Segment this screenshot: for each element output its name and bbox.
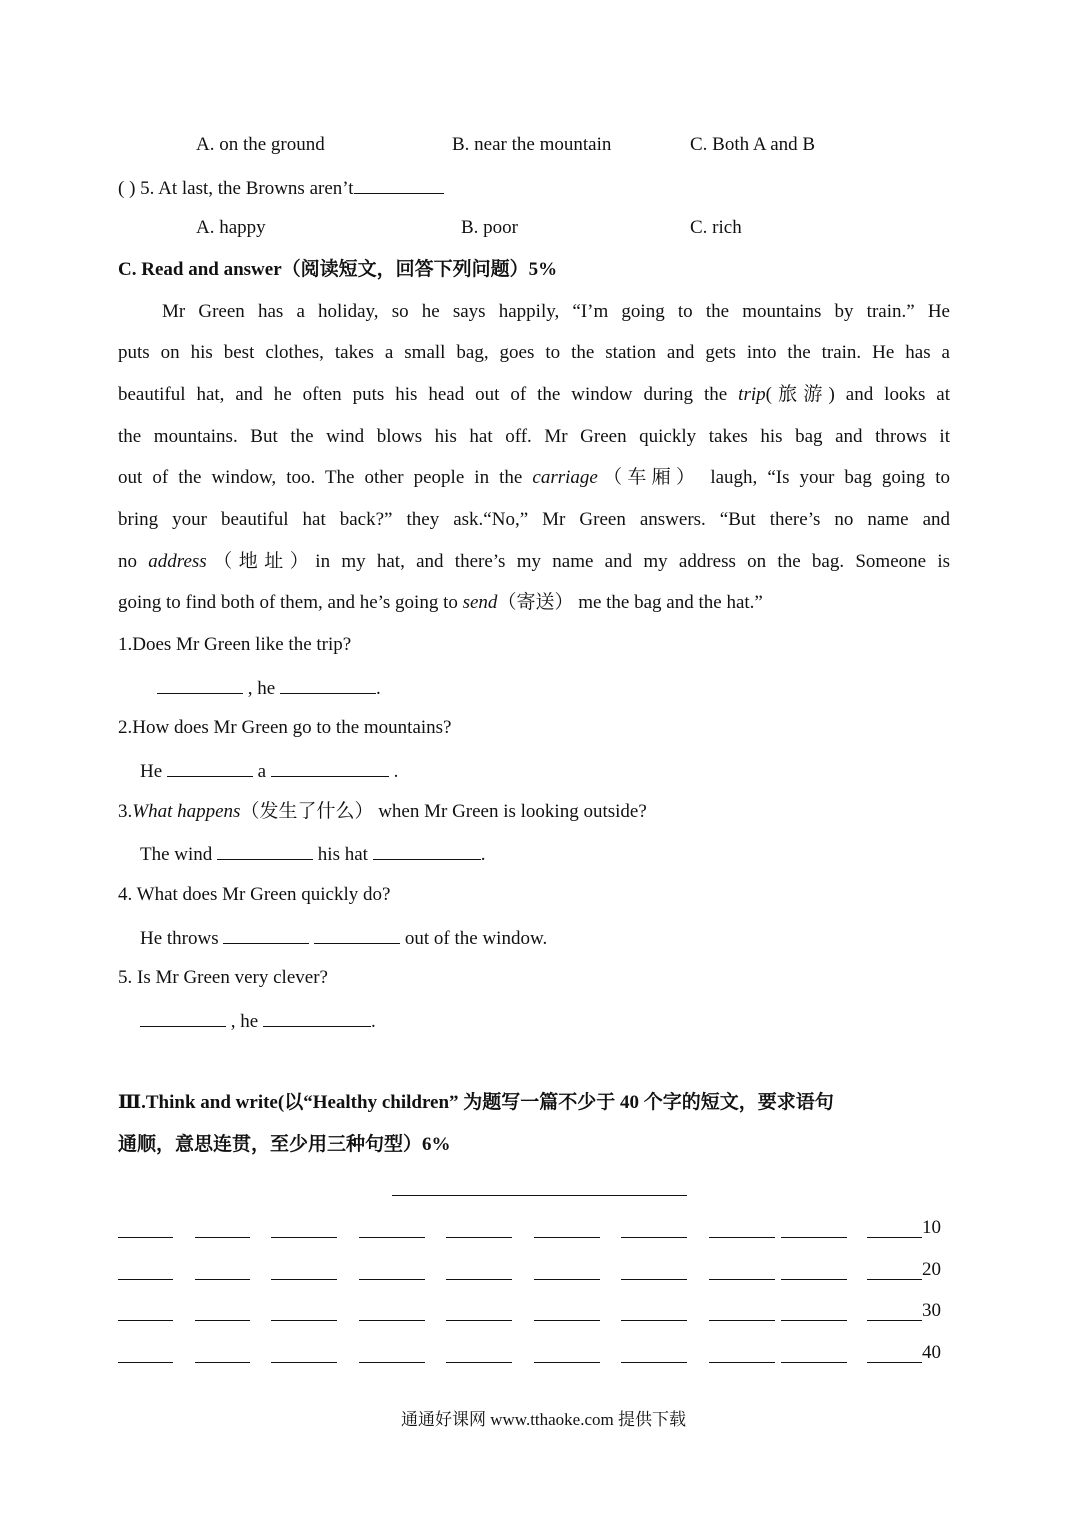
- writing-blank[interactable]: [446, 1320, 512, 1321]
- writing-blank[interactable]: [781, 1237, 847, 1238]
- writing-blank[interactable]: [118, 1279, 173, 1280]
- passage-line: bring your beautiful hat back?” they ask.“No,” Mr Green answers. “But there’s no name and: [118, 509, 950, 530]
- q5-option-c: C. rich: [690, 217, 742, 238]
- writing-blank[interactable]: [621, 1237, 687, 1238]
- writing-blank[interactable]: [781, 1279, 847, 1280]
- row-number: 30: [922, 1300, 941, 1321]
- q5-text: ( ) 5. At last, the Browns aren’t: [118, 178, 354, 199]
- writing-blank[interactable]: [867, 1362, 922, 1363]
- answer-5: , he .: [140, 1008, 376, 1034]
- section-iii-title: Ⅲ.Think and write(以“Healthy children” 为题写一篇不少于 40 个字的短文，要求语句: [118, 1092, 834, 1113]
- answer-5-blank-a[interactable]: [140, 1008, 226, 1027]
- writing-blank[interactable]: [446, 1362, 512, 1363]
- answer-1-blank-a[interactable]: [157, 675, 243, 694]
- q5-option-a: A. happy: [196, 217, 266, 238]
- row-number: 40: [922, 1342, 941, 1363]
- writing-blank[interactable]: [709, 1362, 775, 1363]
- answer-3-blank-b[interactable]: [373, 841, 481, 860]
- q5-answer-blank[interactable]: [354, 175, 444, 194]
- question-5: 5. Is Mr Green very clever?: [118, 967, 328, 988]
- section-c-title: C. Read and answer（阅读短文，回答下列问题）5%: [118, 259, 558, 280]
- passage-line: the mountains. But the wind blows his hat off. Mr Green quickly takes his bag and throws it: [118, 426, 950, 447]
- answer-2-blank-a[interactable]: [167, 758, 253, 777]
- q4-option-b: B. near the mountain: [452, 134, 612, 155]
- writing-blank[interactable]: [271, 1237, 337, 1238]
- writing-blank[interactable]: [195, 1320, 250, 1321]
- writing-blank[interactable]: [118, 1237, 173, 1238]
- row-number: 20: [922, 1259, 941, 1280]
- writing-blank[interactable]: [118, 1320, 173, 1321]
- passage-line: out of the window, too. The other people in the carriage（车厢） laugh, “Is your bag going to: [118, 467, 950, 488]
- writing-blank[interactable]: [709, 1279, 775, 1280]
- passage-line: beautiful hat, and he often puts his head out of the window during the trip(旅游) and looks at: [118, 384, 951, 405]
- writing-blank[interactable]: [867, 1237, 922, 1238]
- writing-blank[interactable]: [195, 1279, 250, 1280]
- writing-blank[interactable]: [271, 1279, 337, 1280]
- question-2: 2.How does Mr Green go to the mountains?: [118, 717, 452, 738]
- writing-blank[interactable]: [534, 1237, 600, 1238]
- answer-1-blank-b[interactable]: [280, 675, 376, 694]
- writing-blank[interactable]: [195, 1362, 250, 1363]
- writing-blank[interactable]: [867, 1279, 922, 1280]
- question-1: 1.Does Mr Green like the trip?: [118, 634, 352, 655]
- writing-blank[interactable]: [709, 1320, 775, 1321]
- writing-blank[interactable]: [534, 1279, 600, 1280]
- writing-blank[interactable]: [271, 1320, 337, 1321]
- passage-line: going to find both of them, and he’s going to send（寄送） me the bag and the hat.”: [118, 592, 763, 613]
- q4-option-a: A. on the ground: [196, 134, 325, 155]
- writing-blank[interactable]: [359, 1320, 425, 1321]
- writing-blank[interactable]: [359, 1237, 425, 1238]
- answer-1: , he .: [157, 675, 381, 701]
- answer-5-blank-b[interactable]: [263, 1008, 371, 1027]
- question-4: 4. What does Mr Green quickly do?: [118, 884, 391, 905]
- q5-stem: [118, 175, 444, 201]
- writing-blank[interactable]: [359, 1279, 425, 1280]
- writing-blank[interactable]: [271, 1362, 337, 1363]
- answer-4-blank-a[interactable]: [223, 925, 309, 944]
- page-footer: 通通好课网 www.tthaoke.com 提供下载: [400, 1410, 687, 1429]
- writing-blank[interactable]: [359, 1362, 425, 1363]
- writing-blank[interactable]: [446, 1279, 512, 1280]
- writing-blank[interactable]: [781, 1362, 847, 1363]
- writing-blank[interactable]: [534, 1362, 600, 1363]
- answer-4-blank-b[interactable]: [314, 925, 400, 944]
- writing-blank[interactable]: [867, 1320, 922, 1321]
- answer-2: He a .: [140, 758, 398, 784]
- q4-option-c: C. Both A and B: [690, 134, 816, 155]
- passage-line: puts on his best clothes, takes a small bag, goes to the station and gets into the train. He has a: [118, 342, 950, 363]
- writing-blank[interactable]: [446, 1237, 512, 1238]
- writing-blank[interactable]: [534, 1320, 600, 1321]
- passage-line: Mr Green has a holiday, so he says happily, “I’m going to the mountains by train.” He: [162, 301, 950, 322]
- answer-2-blank-b[interactable]: [271, 758, 389, 777]
- section-iii-title-cont: 通顺，意思连贯，至少用三种句型）6%: [118, 1134, 451, 1155]
- question-3: 3.What happens（发生了什么） when Mr Green is looking outside?: [118, 801, 647, 822]
- answer-3-blank-a[interactable]: [217, 841, 313, 860]
- writing-blank[interactable]: [118, 1362, 173, 1363]
- writing-blank[interactable]: [781, 1320, 847, 1321]
- essay-title-line[interactable]: [392, 1195, 687, 1196]
- writing-blank[interactable]: [621, 1320, 687, 1321]
- writing-blank[interactable]: [195, 1237, 250, 1238]
- passage-line: no address（地址）in my hat, and there’s my name and my address on the bag. Someone is: [118, 551, 951, 572]
- writing-blank[interactable]: [709, 1237, 775, 1238]
- row-number: 10: [922, 1217, 941, 1238]
- writing-blank[interactable]: [621, 1279, 687, 1280]
- answer-4: He throws out of the window.: [140, 925, 547, 951]
- answer-3: The wind his hat .: [140, 841, 485, 867]
- writing-blank[interactable]: [621, 1362, 687, 1363]
- q5-option-b: B. poor: [461, 217, 518, 238]
